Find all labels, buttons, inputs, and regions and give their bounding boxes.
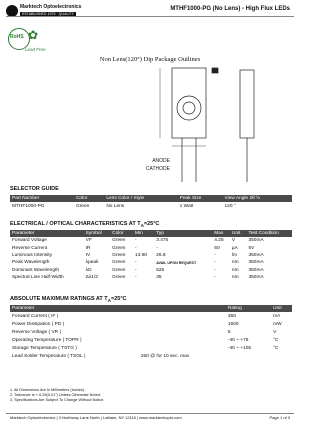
table-cell: °C <box>273 345 279 351</box>
table-cell: nm <box>231 267 239 273</box>
electrical-table <box>10 230 292 281</box>
maximum-header <box>139 305 226 312</box>
table-cell: Green <box>112 238 126 244</box>
table-cell: Green <box>112 275 126 281</box>
table-cell: 350mA <box>248 238 264 244</box>
table-cell: IV <box>85 252 91 258</box>
electrical-header: Typ <box>154 230 212 237</box>
table-cell: 50 <box>214 245 220 251</box>
table-cell: Reverse Current <box>12 245 48 251</box>
table-cell: Reverse Voltage ( VR ) <box>12 329 62 335</box>
table-cell: µA <box>231 245 238 251</box>
table-row <box>10 259 292 266</box>
table-cell: Operating Temperature ( TOPR ) <box>12 337 82 343</box>
table-cell: Green <box>112 252 126 258</box>
table-cell: Green <box>112 267 126 273</box>
emitter-die <box>183 102 195 114</box>
electrical-title: ELECTRICAL / OPTICAL CHARACTERISTICS AT $T_A=25^\circ C$ <box>10 221 160 229</box>
electrical-header: Symbol <box>84 230 110 237</box>
table-cell: - <box>214 252 216 258</box>
table-cell: Lead Solder Temperature ( TSOL ) <box>12 353 86 359</box>
table-row <box>10 267 292 274</box>
maximum-header: Parameter <box>10 305 139 312</box>
table-cell: 13.90 <box>135 252 148 258</box>
table-cell: 350 <box>227 313 236 319</box>
table-row <box>10 252 292 259</box>
table-row <box>10 344 292 352</box>
table-cell: Storage Temperature ( TSTG ) <box>12 345 77 351</box>
table-cell: Forward Current ( IF ) <box>12 313 59 319</box>
table-cell: - <box>135 238 137 244</box>
table-cell: - <box>135 245 137 251</box>
table-cell: V <box>231 238 236 244</box>
table-cell: - <box>214 260 216 266</box>
table-cell: Peak Wavelength <box>12 260 50 266</box>
electrical-header: Color <box>110 230 133 237</box>
table-cell: 350mA <box>248 260 264 266</box>
table-cell: - <box>214 267 216 273</box>
table-cell: 4.25 <box>214 238 224 244</box>
company-name: Marktech Optoelectronics <box>20 4 82 10</box>
table-cell: Green <box>75 203 90 209</box>
table-row <box>10 274 292 281</box>
table-cell <box>271 352 292 360</box>
table-cell: V <box>273 329 277 335</box>
table-cell: Forward Voltage <box>12 238 47 244</box>
selector-title: SELECTOR GUIDE <box>10 186 59 192</box>
rohs-label: RoHS <box>10 34 24 40</box>
cathode-label: CATHODE <box>145 166 170 172</box>
table-cell: 5 <box>227 329 231 335</box>
table-row <box>10 352 292 360</box>
maximum-title: ABSOLUTE MAXIMUM RATINGS AT $T_A=25^\circ C$ <box>10 296 127 304</box>
footnote: 2. Tolerance Is +-0.25(0.01") Unless Otherwise Noted. <box>10 393 101 397</box>
table-cell <box>139 320 226 328</box>
table-cell: - <box>214 275 216 281</box>
table-cell: lm <box>231 252 237 258</box>
table-cell: 1600 <box>227 321 239 327</box>
electrical-header: Parameter <box>10 230 84 237</box>
maximum-header: Unit <box>271 305 292 312</box>
footer-address: Marktech Optoelectronics | 3 Northway Lane North | Latham, NY 12110 | www.marktechopto.com <box>10 415 182 420</box>
table-cell: 350mA <box>248 275 264 281</box>
table-cell: VF <box>85 238 92 244</box>
table-row <box>10 320 292 328</box>
table-row <box>10 328 292 336</box>
table-cell: 350mA <box>248 252 264 258</box>
table-cell: -40 ~ +105 <box>227 345 252 351</box>
electrical-header: Unit <box>230 230 247 237</box>
package-outline-drawing <box>100 64 290 189</box>
table-cell: 26.8 <box>156 252 166 258</box>
table-cell: Luminous Intensity <box>12 252 52 258</box>
selector-header: Lens Color / Style <box>104 195 177 202</box>
footer-divider <box>6 413 294 414</box>
table-cell <box>139 336 226 344</box>
company-subtitle: ESTABLISHED 1975 · QUALITY <box>22 12 75 16</box>
table-cell: mW <box>273 321 282 327</box>
table-row <box>10 202 292 210</box>
table-cell: Δλ1/2 <box>85 275 98 281</box>
table-cell: -40 ~ +75 <box>227 337 249 343</box>
table-cell: λD <box>85 267 92 273</box>
footnote: 3. Specifications Are Subject To Change Without Notice. <box>10 398 105 402</box>
leadfree-label: Lead Free <box>25 47 46 52</box>
table-cell: nm <box>231 260 239 266</box>
electrical-header: Test Condition <box>246 230 292 237</box>
table-cell: Spectral Line Half-Width <box>12 275 64 281</box>
table-row <box>10 237 292 244</box>
table-row <box>10 336 292 344</box>
anode-label: ANODE <box>152 158 170 164</box>
table-cell: 35 <box>156 275 162 281</box>
table-cell: Green <box>112 245 126 251</box>
footnote: 1. All Dimensions Are In Millimeters (Inches). <box>10 388 86 392</box>
table-cell: Dominant Wavelength <box>12 267 60 273</box>
electrical-header: Max <box>212 230 230 237</box>
table-cell: nm <box>231 275 239 281</box>
page-number: Page 1 of 3 <box>269 415 290 420</box>
table-cell <box>139 312 226 320</box>
header-divider <box>6 16 294 17</box>
package-body <box>172 68 206 138</box>
table-cell: MTHF1000-PG <box>12 203 45 209</box>
tab-marker <box>212 68 218 73</box>
table-cell: - <box>135 260 137 266</box>
side-view-body <box>240 70 254 138</box>
table-cell: - <box>135 275 137 281</box>
table-cell: 525 <box>156 267 165 273</box>
table-cell: 5V <box>248 245 255 251</box>
table-cell: 3.475 <box>156 238 169 244</box>
document-title: MTHF1000-PG (No Lens) - High Flux LEDs <box>170 6 290 12</box>
table-cell <box>139 328 226 336</box>
table-cell: - <box>156 245 158 251</box>
outline-title: Non Lens(120°) Dip Package Outlines <box>99 56 201 63</box>
selector-table <box>10 195 292 210</box>
table-cell: mA <box>273 313 281 319</box>
table-cell: 260 @ for 10 sec. max <box>140 353 190 359</box>
selector-header: Color <box>74 195 104 202</box>
table-cell: - <box>135 267 137 273</box>
maximum-table <box>10 305 292 360</box>
table-cell: λpeak <box>85 260 99 266</box>
table-cell: 120 ° <box>224 203 236 209</box>
electrical-header: Min <box>133 230 154 237</box>
table-row <box>10 312 292 320</box>
table-cell <box>139 344 226 352</box>
table-cell: IR <box>85 245 91 251</box>
table-cell: Green <box>112 260 126 266</box>
table-cell: Power Dissipation ( PD ) <box>12 321 65 327</box>
selector-header: Peak Size <box>178 195 223 202</box>
selector-header: Part Number <box>10 195 74 202</box>
table-cell: AVAIL UPON REQUEST <box>156 260 197 265</box>
emitter-window <box>177 96 201 120</box>
table-cell: No Lens <box>106 203 125 209</box>
table-cell <box>226 352 271 360</box>
table-cell: 350mA <box>248 267 264 273</box>
maximum-header: Rating <box>226 305 271 312</box>
table-cell: 1 Watt <box>179 203 194 209</box>
table-row <box>10 244 292 251</box>
selector-header: View Angle 2θ ½ <box>223 195 292 202</box>
table-cell: °C <box>273 337 279 343</box>
leaf-icon: ✿ <box>28 28 39 42</box>
footnotes <box>10 388 104 403</box>
